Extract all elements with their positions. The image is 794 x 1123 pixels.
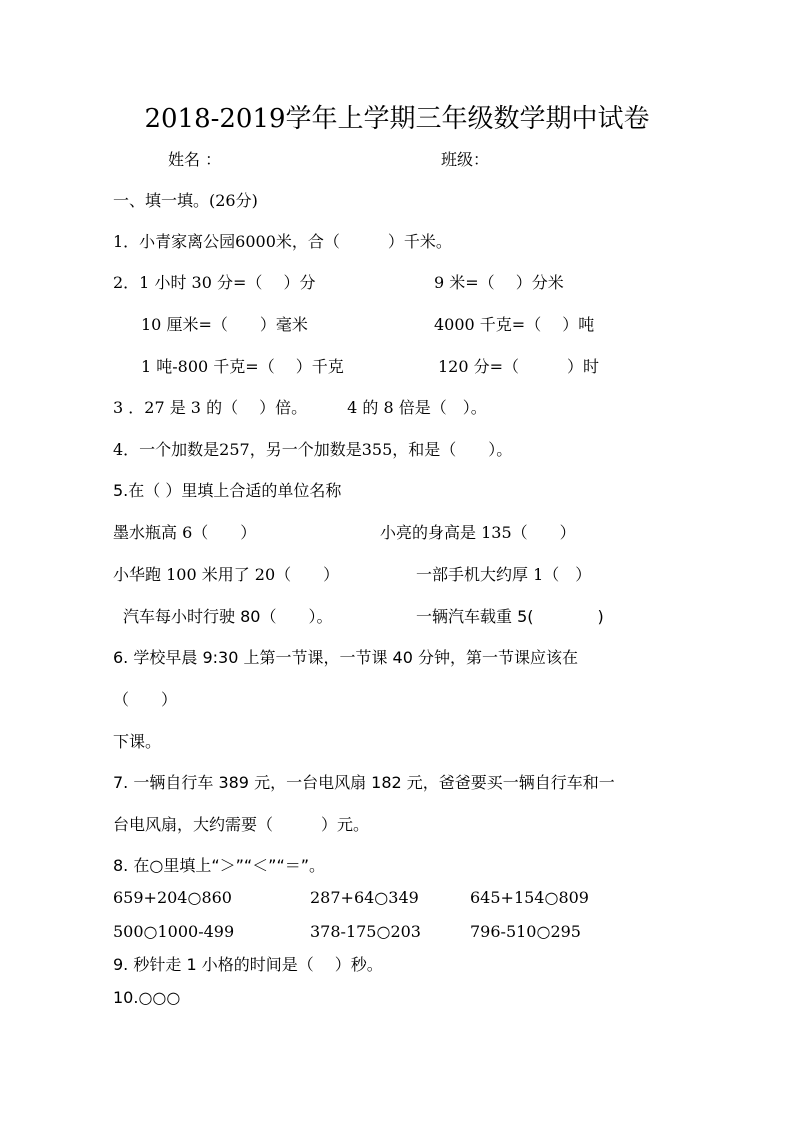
page-title: 2018-2019学年上学期三年级数学期中试卷: [144, 104, 650, 134]
name-label: 姓名 ：: [168, 150, 222, 169]
compare-item: 796-510○295: [470, 922, 581, 941]
question-5-row2-left: 小华跑 100 米用了 20（ ）: [113, 565, 340, 584]
question-10: 10.○○○: [113, 988, 181, 1007]
question-6-line1: 6. 学校早晨 9:30 上第一节课，一节课 40 分钟，第一节课应该在: [113, 648, 578, 667]
compare-item: 645+154○809: [470, 888, 589, 907]
question-5-heading: 5.在（ ）里填上合适的单位名称: [113, 481, 342, 500]
question-5-row1-right: 小亮的身高是 135（ ）: [380, 523, 576, 542]
compare-item: 378-175○203: [310, 922, 421, 941]
question-2-row2-right: 4000 千克=（ ）吨: [434, 315, 595, 334]
question-7-line2: 台电风扇，大约需要（ ）元。: [113, 815, 370, 834]
compare-item: 287+64○349: [310, 888, 419, 907]
question-7-line1: 7. 一辆自行车 389 元，一台电风扇 182 元，爸爸要买一辆自行车和一: [113, 773, 615, 792]
question-6-line2: （ ）: [113, 690, 178, 709]
compare-item: 659+204○860: [113, 888, 232, 907]
class-label: 班级：: [441, 150, 490, 169]
question-4: 4．一个加数是257，另一个加数是355，和是（ ）。: [113, 440, 513, 459]
question-9: 9. 秒针走 1 小格的时间是（ ）秒。: [113, 955, 383, 974]
section-heading: 一、填一填。(26分): [113, 191, 258, 210]
question-5-row1-left: 墨水瓶高 6（ ）: [113, 523, 257, 542]
question-2-row2-left: 10 厘米=（ ）毫米: [141, 315, 308, 334]
question-2-row1-right: 9 米=（ ）分米: [434, 273, 564, 292]
question-5-row3-left: 汽车每小时行驶 80（ ）。: [123, 607, 333, 626]
question-5-row2-right: 一部手机大约厚 1（ ）: [416, 565, 592, 584]
question-1: 1．小青家离公园6000米，合（ ）千米。: [113, 232, 452, 251]
question-3: 3 ．27 是 3 的（ ）倍。 4 的 8 倍是（ ）。: [113, 398, 487, 417]
question-2-row3-right: 120 分=（ ）时: [438, 357, 600, 376]
question-5-row3-right: 一辆汽车载重 5( ): [416, 607, 604, 626]
question-2-row1-left: 2．1 小时 30 分=（ ）分: [113, 273, 316, 292]
question-2-row3-left: 1 吨-800 千克=（ ）千克: [141, 357, 344, 376]
question-8-heading: 8. 在○里填上“＞”“＜”“＝”。: [113, 856, 326, 875]
compare-item: 500○1000-499: [113, 922, 235, 941]
question-6-line3: 下课。: [113, 732, 162, 751]
